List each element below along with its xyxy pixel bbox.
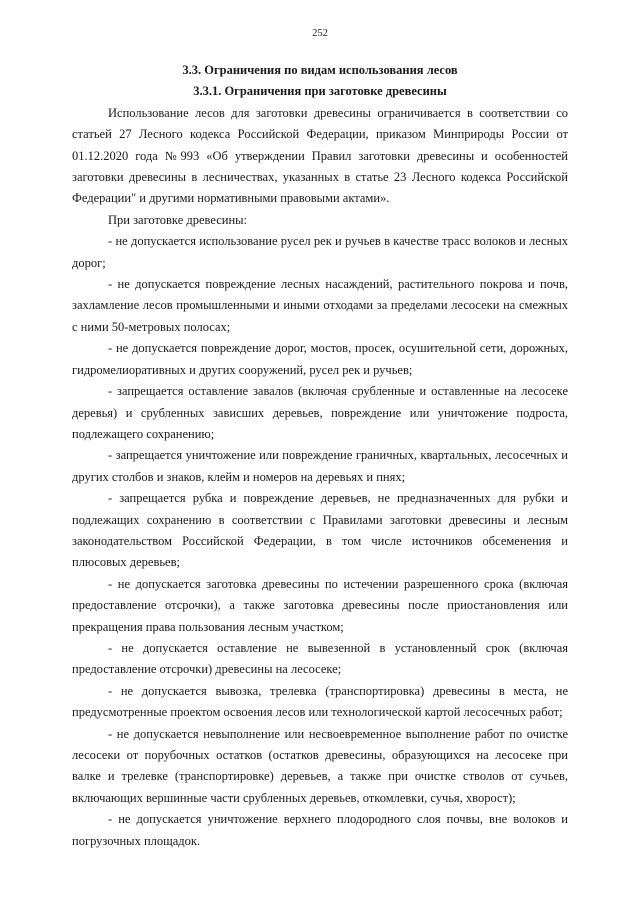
list-item: - не допускается заготовка древесины по истечении разрешенного срока (включая предоставление отсрочки), а также заготовка древесины после приостановления или прекращения права пользования лесным участком; xyxy=(72,576,568,634)
section-heading: 3.3. Ограничения по видам использования лесов xyxy=(182,63,458,77)
list-item: - не допускается вывозка, трелевка (транспортировка) древесины в места, не предусмотренные проектом освоения лесов или технологической картой лесосечных работ; xyxy=(72,683,568,720)
list-item: - не допускается повреждение лесных насаждений, растительного покрова и почв, захламление лесов промышленными и иными отходами за пределами лесосеки на смежных с ними 50-метровых полосах; xyxy=(72,277,568,334)
list-item: - запрещается оставление завалов (включая срубленные и оставленные на лесосеке деревья) и срубленных зависших деревьев, повреждение или уничтожение подроста, подлежащего сохранению; xyxy=(72,384,568,441)
list-item: - не допускается уничтожение верхнего плодородного слоя почвы, вне волоков и погрузочных площадок. xyxy=(72,812,568,848)
page-number: 252 xyxy=(312,28,328,39)
subsection-heading: 3.3.1. Ограничения при заготовке древесины xyxy=(193,84,447,99)
list-item: - запрещается рубка и повреждение деревьев, не предназначенных для рубки и подлежащих сохранению в соответствии с Правилами заготовки древесины и лесным законодательством Российской Федерации, в том числе источников обсеменения и плюсовых деревьев; xyxy=(72,491,568,570)
intro-paragraph: Использование лесов для заготовки древесины ограничивается в соответствии со статьей 27 Лесного кодекса Российской Федерации, приказом Минприроды России от 01.12.2020 года №993 «Об утверждении Правил заготовки древесины и особенностей заготовки древесины в лесничествах, указанных в статье 23 Лесного кодекса Российской Федерации" и другими нормативными правовыми актами». xyxy=(72,105,568,206)
list-item: - не допускается оставление не вывезенной в установленный срок (включая предоставление отсрочки) древесины на лесосеке; xyxy=(72,640,568,677)
list-item: - не допускается невыполнение или несвоевременное выполнение работ по очистке лесосеки от порубочных остатков (остатков древесины, образующихся на лесосеке при валке и трелевке (транспортировке) деревьев, а также при очистке стволов от сучьев, включающих вершинные части срубленных деревьев, откомлевки, сучья, хворост); xyxy=(72,726,568,805)
list-item: - не допускается повреждение дорог, мостов, просек, осушительной сети, дорожных, гидромелиоративных и других сооружений, русел рек и ручьев; xyxy=(72,341,568,377)
list-item: - запрещается уничтожение или повреждение граничных, квартальных, лесосечных и других столбов и знаков, клейм и номеров на деревьях и пнях; xyxy=(72,448,568,484)
document-body xyxy=(72,60,568,852)
list-item: - не допускается использование русел рек и ручьев в качестве трасс волоков и лесных дорог; xyxy=(72,234,568,270)
lead-paragraph: При заготовке древесины: xyxy=(108,212,248,227)
